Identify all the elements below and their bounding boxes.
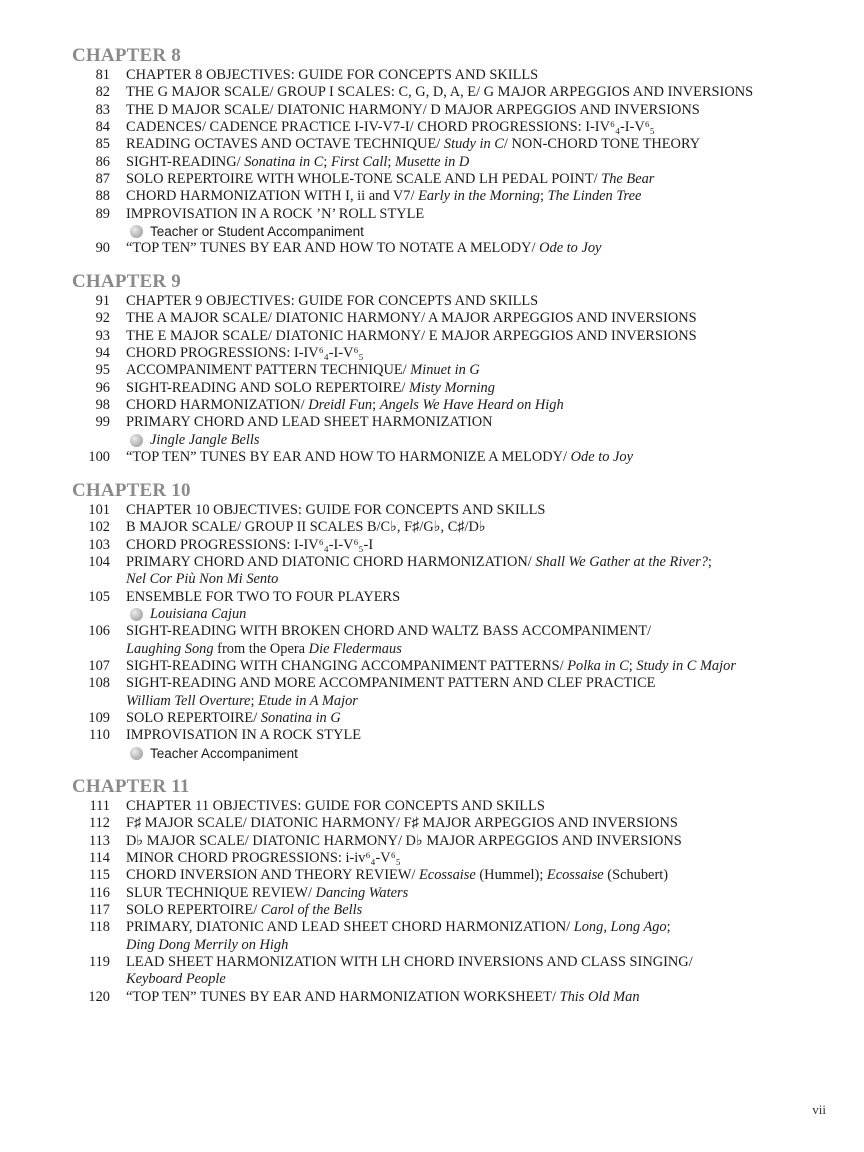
toc-entry — [72, 989, 832, 1006]
entry-line — [126, 102, 700, 119]
toc-entry — [72, 815, 832, 832]
entry-description: “TOP TEN” TUNES BY EAR AND HOW TO NOTATE A MELODY/ — [126, 240, 540, 257]
entry-line — [126, 727, 361, 744]
entry-page-number: 94 — [95, 345, 110, 362]
piece-title: Long, Long Ago — [573, 919, 667, 936]
entry-page-number: 102 — [88, 519, 110, 536]
entry-line — [126, 502, 545, 519]
entry-page-number: 93 — [95, 327, 110, 344]
audio-cd-icon — [130, 434, 143, 447]
entry-page-number: 84 — [95, 119, 110, 136]
entry-description: ; — [323, 153, 331, 170]
entry-page-number: 100 — [88, 449, 110, 466]
entry-line — [126, 919, 671, 936]
entry-text — [126, 885, 408, 902]
chapter-entries — [72, 67, 832, 258]
piece-title: Sonatina in G — [260, 710, 341, 727]
entry-text — [126, 502, 545, 519]
audio-track-label: Jingle Jangle Bells — [150, 431, 260, 448]
entry-description: IMPROVISATION IN A ROCK STYLE — [126, 727, 362, 744]
toc-entry — [72, 798, 832, 815]
entry-line — [126, 971, 693, 988]
entry-description: B MAJOR SCALE/ GROUP II SCALES B/C♭, F♯/G♭, C♯/D♭ — [126, 519, 486, 536]
chapter-entries — [72, 502, 832, 762]
entry-page-number: 95 — [95, 362, 110, 379]
audio-cd-icon — [130, 225, 143, 238]
piece-title: Ding Dong Merrily on High — [126, 936, 289, 953]
entry-line — [126, 641, 651, 658]
entry-text — [126, 658, 736, 675]
entry-line — [126, 345, 364, 362]
toc-entry — [72, 84, 832, 101]
entry-page-number: 115 — [88, 867, 110, 884]
entry-text — [126, 815, 678, 832]
entry-line — [126, 188, 641, 205]
toc-entry — [72, 188, 832, 205]
entry-text — [126, 67, 538, 84]
entry-description: SLUR TECHNIQUE REVIEW/ — [126, 884, 316, 901]
entry-description: SOLO REPERTOIRE/ — [126, 710, 261, 727]
entry-text — [126, 867, 668, 884]
piece-title: Polka in C — [567, 658, 629, 675]
piece-title: Dreidl Fun — [308, 397, 373, 414]
entry-description: THE E MAJOR SCALE/ DIATONIC HARMONY/ E MAJOR ARPEGGIOS AND INVERSIONS — [126, 327, 697, 344]
entry-page-number: 116 — [88, 884, 110, 901]
entry-line — [126, 519, 486, 536]
entry-description: D♭ MAJOR SCALE/ DIATONIC HARMONY/ D♭ MAJOR ARPEGGIOS AND INVERSIONS — [126, 832, 682, 849]
entry-line — [126, 589, 400, 606]
toc-entry — [72, 102, 832, 119]
entry-description: from the Opera — [213, 640, 309, 657]
chapter-10-section — [72, 481, 832, 762]
entry-description: (Schubert) — [603, 867, 669, 884]
entry-line — [126, 989, 640, 1006]
toc-entry — [72, 658, 832, 675]
entry-line — [126, 240, 601, 257]
entry-text — [126, 84, 753, 101]
entry-text — [126, 154, 469, 171]
entry-description: CHORD HARMONIZATION/ — [126, 397, 309, 414]
entry-description: SIGHT-READING AND SOLO REPERTOIRE/ — [126, 379, 409, 396]
entry-text — [126, 328, 697, 345]
entry-text — [126, 414, 493, 449]
entry-line — [126, 658, 736, 675]
entry-description: CHAPTER 10 OBJECTIVES: GUIDE FOR CONCEPTS AND SKILLS — [126, 502, 546, 518]
entry-description: ; — [666, 919, 671, 936]
entry-description: CHAPTER 11 OBJECTIVES: GUIDE FOR CONCEPTS AND SKILLS — [126, 798, 545, 814]
entry-line — [126, 833, 682, 850]
entry-text — [126, 902, 362, 919]
toc-entry — [72, 206, 832, 241]
piece-title: William Tell Overture — [126, 692, 251, 709]
entry-page-number: 113 — [88, 832, 110, 849]
entry-line — [126, 154, 469, 171]
entry-description: “TOP TEN” TUNES BY EAR AND HOW TO HARMONIZE A MELODY/ — [126, 449, 571, 466]
entry-page-number: 87 — [95, 171, 110, 188]
entry-description: SOLO REPERTOIRE WITH WHOLE-TONE SCALE AND LH PEDAL POINT/ — [126, 171, 602, 188]
entry-description: IMPROVISATION IN A ROCK ’N’ ROLL STYLE — [126, 205, 425, 222]
toc-entry — [72, 240, 832, 257]
entry-description: ; — [539, 188, 548, 205]
toc-entry — [72, 519, 832, 536]
piece-title: Etude in A Major — [258, 692, 358, 709]
piece-title: Ecossaise — [419, 867, 476, 884]
toc-entry — [72, 328, 832, 345]
piece-title: Ode to Joy — [539, 240, 602, 257]
entry-text — [126, 136, 700, 153]
entry-page-number: 118 — [88, 919, 110, 936]
entry-description: PRIMARY CHORD AND LEAD SHEET HARMONIZATION — [126, 414, 493, 431]
entry-line — [126, 537, 373, 554]
entry-description: CHAPTER 8 OBJECTIVES: GUIDE FOR CONCEPTS AND SKILLS — [126, 67, 539, 83]
audio-track — [126, 223, 424, 240]
toc-entry — [72, 867, 832, 884]
entry-page-number: 106 — [88, 623, 110, 640]
toc-entry — [72, 675, 832, 710]
entry-description: ; — [387, 153, 395, 170]
chapter-entries — [72, 798, 832, 1006]
entry-text — [126, 345, 364, 362]
toc-entry — [72, 67, 832, 84]
toc-entry — [72, 397, 832, 414]
entry-line — [126, 867, 668, 884]
entry-page-number: 111 — [89, 798, 110, 814]
piece-title: The Bear — [601, 171, 655, 188]
chapter-heading: CHAPTER 10 — [72, 480, 191, 501]
toc-entry — [72, 119, 832, 136]
toc-entry — [72, 833, 832, 850]
toc-entry — [72, 502, 832, 519]
entry-line — [126, 798, 545, 815]
entry-description: / NON-CHORD TONE THEORY — [503, 136, 701, 153]
toc-entry — [72, 727, 832, 762]
toc-entry — [72, 449, 832, 466]
piece-title: Minuet in G — [410, 362, 480, 379]
entry-line — [126, 397, 564, 414]
entry-description: ENSEMBLE FOR TWO TO FOUR PLAYERS — [126, 588, 401, 605]
entry-line — [126, 171, 654, 188]
entry-description: ACCOMPANIMENT PATTERN TECHNIQUE/ — [126, 362, 411, 379]
entry-line — [126, 414, 493, 431]
entry-description: “TOP TEN” TUNES BY EAR AND HARMONIZATION WORKSHEET/ — [126, 988, 560, 1005]
entry-line — [126, 293, 538, 310]
entry-text — [126, 449, 633, 466]
entry-description: F♯ MAJOR SCALE/ DIATONIC HARMONY/ F♯ MAJOR ARPEGGIOS AND INVERSIONS — [126, 815, 678, 832]
entry-description: SIGHT-READING WITH CHANGING ACCOMPANIMENT PATTERNS/ — [126, 658, 568, 675]
entry-page-number: 89 — [95, 205, 110, 222]
piece-title: Nel Cor Più Non Mi Sento — [126, 571, 279, 588]
entry-line — [126, 571, 712, 588]
chapter-heading: CHAPTER 11 — [72, 776, 190, 797]
toc-entry — [72, 293, 832, 310]
piece-title: Ode to Joy — [570, 449, 633, 466]
entry-page-number: 117 — [88, 902, 110, 919]
entry-text — [126, 519, 486, 536]
entry-page-number: 110 — [88, 727, 110, 744]
entry-page-number: 85 — [95, 136, 110, 153]
toc-entry — [72, 954, 832, 989]
piece-title: Carol of the Bells — [260, 902, 363, 919]
toc-entry — [72, 171, 832, 188]
chapter-8-section — [72, 46, 832, 258]
toc-entry — [72, 310, 832, 327]
entry-page-number: 112 — [88, 815, 110, 832]
entry-description: (Hummel); — [475, 867, 547, 884]
entry-text — [126, 833, 682, 850]
toc-entry — [72, 885, 832, 902]
entry-text — [126, 240, 601, 257]
chapter-9-section — [72, 272, 832, 466]
entry-text — [126, 954, 693, 989]
entry-text — [126, 397, 564, 414]
entry-text — [126, 919, 671, 954]
entry-text — [126, 675, 655, 710]
audio-track — [126, 745, 361, 762]
entry-description: MINOR CHORD PROGRESSIONS: i-iv⁶₄-V⁶₅ — [126, 850, 401, 867]
audio-cd-icon — [130, 747, 143, 760]
piece-title: Sonatina in C — [244, 153, 324, 170]
entry-text — [126, 798, 545, 815]
audio-cd-icon — [130, 608, 143, 621]
entry-line — [126, 449, 633, 466]
entry-text — [126, 727, 361, 762]
entry-line — [126, 693, 655, 710]
entry-line — [126, 328, 697, 345]
toc-entry — [72, 623, 832, 658]
piece-title: Musette in D — [394, 153, 470, 170]
page-number: vii — [812, 1102, 826, 1117]
toc-entry — [72, 902, 832, 919]
entry-description: CADENCES/ CADENCE PRACTICE I-IV-V7-I/ CHORD PROGRESSIONS: I-IV⁶₄-I-V⁶₅ — [126, 119, 655, 136]
chapter-entries — [72, 293, 832, 466]
entry-description: ; — [250, 692, 259, 709]
piece-title: Study in C Major — [636, 658, 736, 675]
entry-page-number: 108 — [88, 675, 110, 692]
entry-page-number: 83 — [95, 101, 110, 118]
entry-page-number: 82 — [95, 84, 110, 101]
entry-text — [126, 188, 641, 205]
entry-page-number: 104 — [88, 554, 110, 571]
toc-entry — [72, 380, 832, 397]
entry-page-number: 86 — [95, 153, 110, 170]
entry-line — [126, 84, 753, 101]
piece-title: Study in C — [443, 136, 504, 153]
entry-page-number: 114 — [88, 850, 110, 867]
entry-description: LEAD SHEET HARMONIZATION WITH LH CHORD INVERSIONS AND CLASS SINGING/ — [126, 954, 693, 971]
entry-line — [126, 902, 362, 919]
piece-title: Die Fledermaus — [308, 640, 402, 657]
entry-line — [126, 310, 697, 327]
entry-line — [126, 710, 341, 727]
entry-page-number: 107 — [88, 658, 110, 675]
piece-title: Ecossaise — [546, 867, 604, 884]
entry-line — [126, 623, 651, 640]
entry-text — [126, 293, 538, 310]
entry-page-number: 109 — [88, 710, 110, 727]
entry-text — [126, 119, 655, 136]
entry-text — [126, 989, 640, 1006]
entry-text — [126, 850, 401, 867]
entry-line — [126, 954, 693, 971]
piece-title: Angels We Have Heard on High — [379, 397, 564, 414]
piece-title: Early in the Morning — [418, 188, 540, 205]
entry-text — [126, 102, 700, 119]
entry-page-number: 103 — [88, 536, 110, 553]
entry-description: SOLO REPERTOIRE/ — [126, 902, 261, 919]
entry-line — [126, 815, 678, 832]
entry-text — [126, 623, 651, 658]
entry-line — [126, 67, 538, 84]
entry-description: THE A MAJOR SCALE/ DIATONIC HARMONY/ A MAJOR ARPEGGIOS AND INVERSIONS — [126, 310, 697, 327]
audio-track-label: Teacher or Student Accompaniment — [150, 224, 364, 240]
audio-track-label: Teacher Accompaniment — [150, 745, 298, 761]
entry-description: CHORD PROGRESSIONS: I-IV⁶₄-I-V⁶₅-I — [126, 536, 374, 553]
toc-entry — [72, 554, 832, 589]
entry-line — [126, 554, 712, 571]
entry-text — [126, 710, 341, 727]
entry-page-number: 101 — [88, 502, 110, 518]
entry-line — [126, 362, 480, 379]
entry-description: SIGHT-READING AND MORE ACCOMPANIMENT PATTERN AND CLEF PRACTICE — [126, 675, 656, 692]
piece-title: Keyboard People — [126, 971, 226, 988]
entry-line — [126, 675, 655, 692]
piece-title: Laughing Song — [126, 640, 214, 657]
entry-description: SIGHT-READING WITH BROKEN CHORD AND WALTZ BASS ACCOMPANIMENT/ — [126, 623, 652, 640]
piece-title: Shall We Gather at the River? — [535, 554, 708, 571]
entry-line — [126, 885, 408, 902]
entry-text — [126, 589, 400, 624]
entry-description: CHORD HARMONIZATION WITH I, ii and V7/ — [126, 188, 419, 205]
entry-line — [126, 380, 495, 397]
chapter-11-section — [72, 777, 832, 1006]
entry-page-number: 88 — [95, 188, 110, 205]
chapter-heading: CHAPTER 8 — [72, 45, 181, 66]
entry-page-number: 105 — [88, 588, 110, 605]
entry-text — [126, 206, 424, 241]
chapter-heading: CHAPTER 9 — [72, 271, 181, 292]
toc-entry — [72, 850, 832, 867]
piece-title: Dancing Waters — [315, 884, 409, 901]
entry-description: THE G MAJOR SCALE/ GROUP I SCALES: C, G, D, A, E/ G MAJOR ARPEGGIOS AND INVERSIONS — [126, 84, 754, 101]
entry-text — [126, 362, 480, 379]
piece-title: First Call — [330, 153, 388, 170]
piece-title: The Linden Tree — [547, 188, 642, 205]
entry-text — [126, 171, 654, 188]
piece-title: This Old Man — [559, 988, 640, 1005]
entry-text — [126, 310, 697, 327]
entry-line — [126, 206, 424, 223]
audio-track-label: Louisiana Cajun — [150, 606, 247, 623]
entry-description: THE D MAJOR SCALE/ DIATONIC HARMONY/ D MAJOR ARPEGGIOS AND INVERSIONS — [126, 101, 700, 118]
entry-line — [126, 937, 671, 954]
entry-line — [126, 850, 401, 867]
entry-text — [126, 554, 712, 589]
piece-title: Misty Morning — [408, 379, 495, 396]
entry-description: CHORD INVERSION AND THEORY REVIEW/ — [126, 867, 420, 884]
entry-page-number: 99 — [95, 414, 110, 431]
entry-description: PRIMARY CHORD AND DIATONIC CHORD HARMONIZATION/ — [126, 554, 536, 571]
entry-page-number: 90 — [95, 240, 110, 257]
audio-track — [126, 606, 400, 623]
entry-description: CHAPTER 9 OBJECTIVES: GUIDE FOR CONCEPTS AND SKILLS — [126, 293, 539, 309]
entry-line — [126, 119, 655, 136]
entry-description: ; — [628, 658, 637, 675]
toc-entry — [72, 345, 832, 362]
toc-entry — [72, 414, 832, 449]
entry-page-number: 91 — [95, 293, 110, 309]
entry-description: SIGHT-READING/ — [126, 153, 245, 170]
audio-track — [126, 432, 493, 449]
entry-page-number: 96 — [95, 379, 110, 396]
entry-line — [126, 136, 700, 153]
entry-description: PRIMARY, DIATONIC AND LEAD SHEET CHORD HARMONIZATION/ — [126, 919, 574, 936]
entry-description: CHORD PROGRESSIONS: I-IV⁶₄-I-V⁶₅ — [126, 345, 364, 362]
entry-description: ; — [707, 554, 712, 571]
entry-page-number: 92 — [95, 310, 110, 327]
entry-text — [126, 537, 373, 554]
toc-entry — [72, 362, 832, 379]
toc-entry — [72, 589, 832, 624]
entry-text — [126, 380, 495, 397]
toc-entry — [72, 919, 832, 954]
toc-entry — [72, 710, 832, 727]
entry-page-number: 81 — [95, 67, 110, 83]
entry-description: ; — [372, 397, 380, 414]
toc-entry — [72, 136, 832, 153]
entry-page-number: 119 — [88, 954, 110, 971]
toc-entry — [72, 537, 832, 554]
entry-description: READING OCTAVES AND OCTAVE TECHNIQUE/ — [126, 136, 444, 153]
entry-page-number: 120 — [88, 988, 110, 1005]
entry-page-number: 98 — [95, 397, 110, 414]
toc-entry — [72, 154, 832, 171]
